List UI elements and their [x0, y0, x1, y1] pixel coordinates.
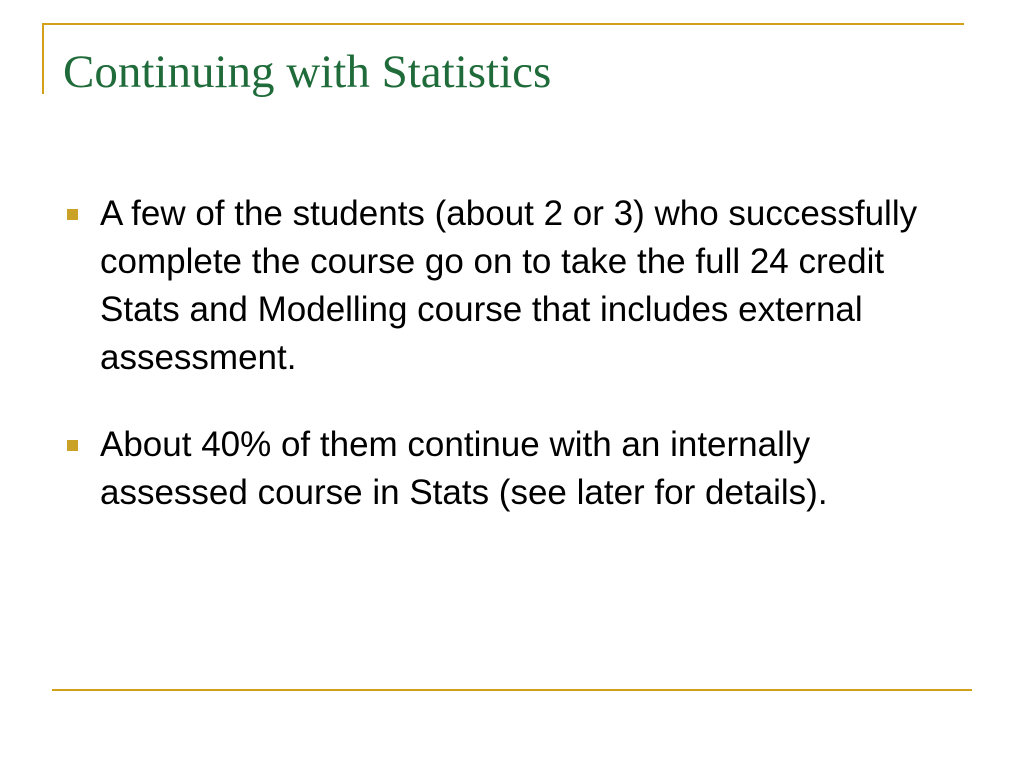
slide-title: Continuing with Statistics	[63, 46, 552, 98]
bullet-text: About 40% of them continue with an internally assessed course in Stats (see later for details).	[100, 425, 828, 512]
square-bullet-icon	[67, 440, 78, 451]
bullet-item	[62, 421, 962, 517]
bullet-item	[62, 190, 962, 382]
left-frame-line	[42, 23, 44, 94]
bullet-list	[62, 190, 962, 556]
top-frame-line	[42, 23, 964, 25]
square-bullet-icon	[67, 209, 78, 220]
bullet-text: A few of the students (about 2 or 3) who successfully complete the course go on to take the full 24 credit Stats and Modelling course that includes external assessment.	[100, 194, 918, 377]
bottom-divider-line	[52, 689, 972, 691]
